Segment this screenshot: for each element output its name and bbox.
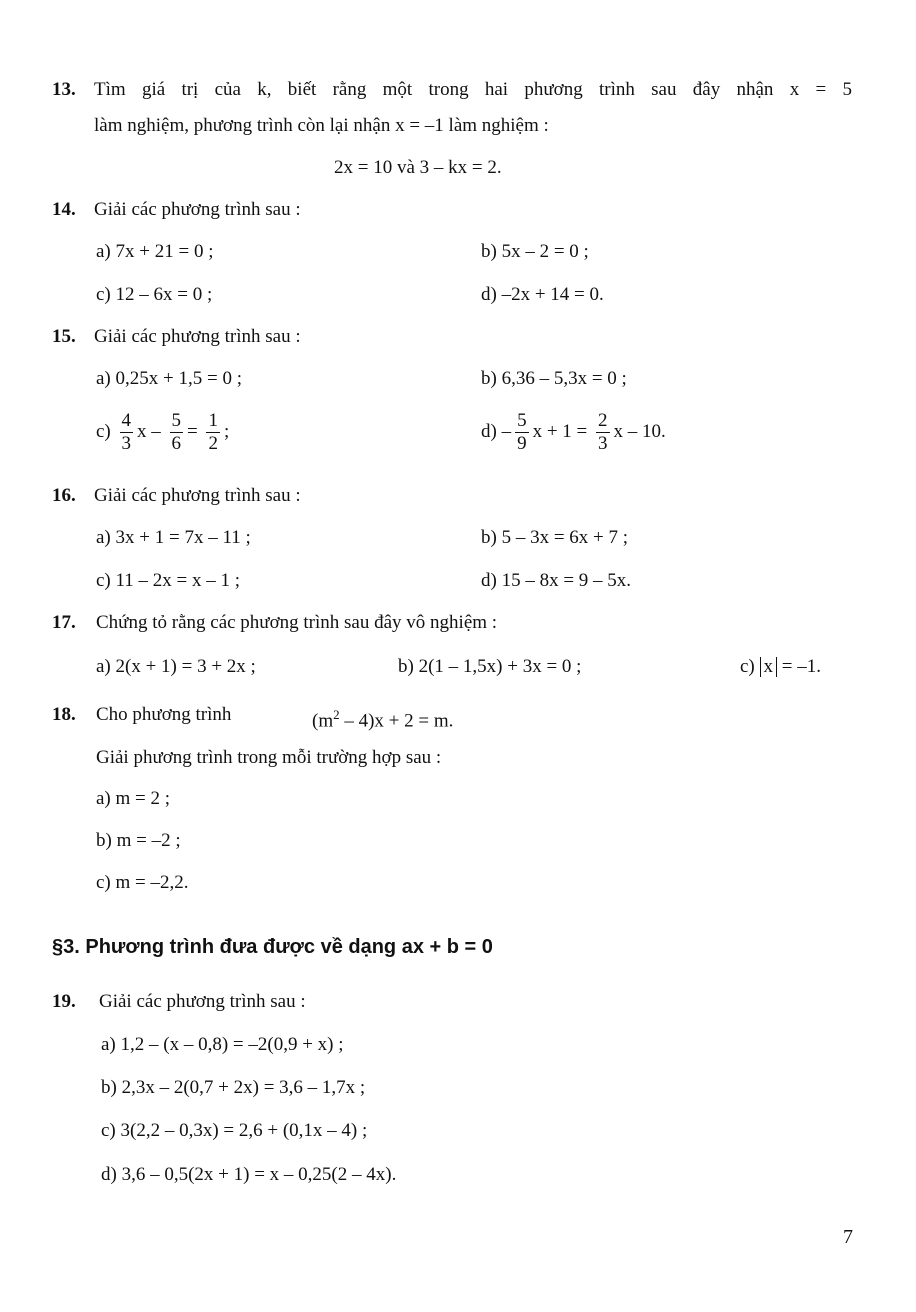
exercise-17b: b) 2(1 – 1,5x) + 3x = 0 ;	[398, 656, 582, 677]
exercise-15d: d) – $\frac{5}{9}$ x + 1 = $\frac{2}{3}$ x – 10.	[481, 410, 666, 454]
exercise-15-number: 15.	[52, 326, 76, 347]
exercise-18b: b) m = –2 ;	[96, 830, 181, 851]
exercise-15d-label: d)	[481, 420, 497, 442]
exercise-14d: d) –2x + 14 = 0.	[481, 284, 604, 305]
exercise-18c: c) m = –2,2.	[96, 872, 189, 893]
exercise-16d: d) 15 – 8x = 9 – 5x.	[481, 570, 632, 591]
exercise-13-text-line1: Tìm giá trị của k, biết rằng một trong hai phương trình sau đây nhận x = 5	[94, 79, 852, 100]
fraction: $\frac{1}{2}$	[208, 410, 218, 454]
exercise-13-number: 13.	[52, 79, 76, 100]
exercise-15c-label: c)	[96, 420, 111, 442]
exercise-18-equation: $(m^2 - 4)x + 2 = m$.	[312, 707, 454, 732]
exercise-15b: b) 6,36 – 5,3x = 0 ;	[481, 368, 627, 389]
exercise-15c: c) $\frac{4}{3}$ x – $\frac{5}{6}$ = $\frac{1}{2}$ ;	[96, 410, 230, 454]
exercise-16a: a) 3x + 1 = 7x – 11 ;	[96, 527, 251, 548]
exercise-16c: c) 11 – 2x = x – 1 ;	[96, 570, 241, 591]
exercise-18-subtitle: Giải phương trình trong mỗi trường hợp sau :	[96, 747, 442, 768]
exercise-18-title: Cho phương trình	[96, 704, 232, 725]
exercise-17-title: Chứng tỏ rằng các phương trình sau đây vô nghiệm :	[96, 612, 498, 633]
exercise-15-title: Giải các phương trình sau :	[94, 326, 301, 347]
exercise-14b: b) 5x – 2 = 0 ;	[481, 241, 589, 262]
exercise-19b: b) 2,3x – 2(0,7 + 2x) = 3,6 – 1,7x ;	[101, 1077, 366, 1098]
section-heading: §3. Phương trình đưa được về dạng ax + b = 0	[52, 936, 493, 958]
exercise-14a: a) 7x + 21 = 0 ;	[96, 241, 214, 262]
exercise-13-equation: 2x = 10 và 3 – kx = 2.	[334, 157, 502, 178]
exercise-15a: a) 0,25x + 1,5 = 0 ;	[96, 368, 242, 389]
exercise-19c: c) 3(2,2 – 0,3x) = 2,6 + (0,1x – 4) ;	[101, 1120, 368, 1141]
exercise-16-title: Giải các phương trình sau :	[94, 485, 301, 506]
exercise-17a: a) 2(x + 1) = 3 + 2x ;	[96, 656, 256, 677]
exercise-17-number: 17.	[52, 612, 76, 633]
exercise-18a: a) m = 2 ;	[96, 788, 171, 809]
exercise-19a: a) 1,2 – (x – 0,8) = –2(0,9 + x) ;	[101, 1034, 344, 1055]
fraction: $\frac{4}{3}$	[121, 410, 132, 454]
exercise-19-title: Giải các phương trình sau :	[99, 991, 306, 1012]
exercise-13-text-line2: làm nghiệm, phương trình còn lại nhận x = –1 làm nghiệm :	[94, 115, 549, 136]
exercise-19-number: 19.	[52, 991, 76, 1012]
exercise-14c: c) 12 – 6x = 0 ;	[96, 284, 213, 305]
exercise-14-title: Giải các phương trình sau :	[94, 199, 301, 220]
absolute-value: x	[760, 657, 778, 677]
exercise-18-number: 18.	[52, 704, 76, 725]
exercise-16b: b) 5 – 3x = 6x + 7 ;	[481, 527, 629, 548]
fraction: $\frac{5}{6}$	[171, 410, 182, 454]
page-number: 7	[843, 1226, 853, 1248]
exercise-16-number: 16.	[52, 485, 76, 506]
fraction: $\frac{5}{9}$	[517, 410, 527, 454]
exercise-14-number: 14.	[52, 199, 76, 220]
exercise-17c: c) x = –1.	[740, 656, 821, 677]
fraction: $\frac{2}{3}$	[598, 410, 608, 454]
exercise-19d: d) 3,6 – 0,5(2x + 1) = x – 0,25(2 – 4x).	[101, 1164, 397, 1185]
